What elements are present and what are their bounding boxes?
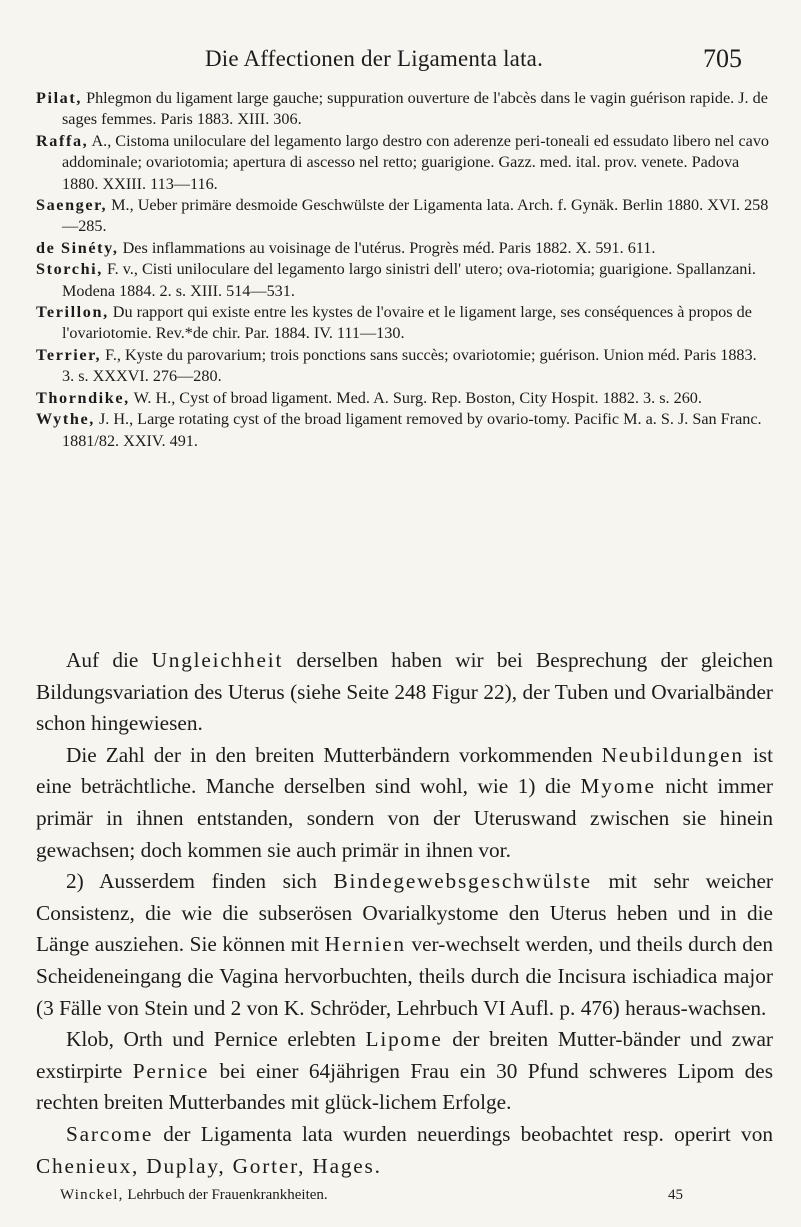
- text-run: ist eine beträchtliche. Manche derselben sind wohl, wie 1) die: [36, 742, 773, 799]
- text-run: mit sehr weicher Consistenz, die wie die subserösen Ovarialkystome den Uterus heben und in die Länge ausziehen. Sie können mit: [36, 869, 774, 957]
- text-run: Auf die: [66, 648, 152, 672]
- reference-author: Raffa,: [36, 131, 89, 150]
- text-run: Klob, Orth und Pernice erlebten: [66, 1027, 366, 1052]
- header-title: Die Affectionen der Ligamenta lata.: [205, 46, 544, 71]
- reference-entry: [36, 195, 771, 238]
- reference-author: de Sinéty,: [36, 238, 119, 257]
- paragraph-neoplasms: [36, 740, 773, 866]
- spaced-term: Ungleichheit: [151, 648, 284, 672]
- reference-entry: [36, 388, 771, 409]
- sheet-signature: 45: [668, 1187, 683, 1203]
- reference-author: Wythe,: [36, 410, 95, 429]
- spaced-term: Myome: [580, 774, 656, 799]
- paragraph-sarcomas: [36, 1119, 773, 1182]
- reference-author: Terrier,: [36, 345, 102, 364]
- reference-text: M., Ueber primäre desmoide Geschwülste der Ligamenta lata. Arch. f. Gynäk. Berlin 1880. XVI. 258—285.: [62, 196, 769, 236]
- page-footer: [60, 1187, 770, 1209]
- paragraph-connective-tissue: [36, 866, 773, 1024]
- reference-author: Terillon,: [36, 303, 109, 322]
- text-run: der breiten Mutter-bänder und zwar exstirpirte: [36, 1027, 773, 1083]
- reference-entry: [36, 409, 771, 452]
- spaced-term: Pernice: [132, 1058, 210, 1083]
- text-run: bei einer 64jährigen Frau ein 30 Pfund schweres Lipom des rechten breiten Mutterbandes mit glück-lichem Erfolge.: [36, 1058, 773, 1115]
- reference-author: Pilat,: [36, 89, 83, 107]
- paragraph-inequality: [36, 645, 773, 740]
- spaced-term: Lipome: [365, 1027, 443, 1052]
- running-header: [0, 40, 801, 80]
- paragraph-lipomas: [36, 1024, 773, 1119]
- reference-entry: [36, 259, 771, 302]
- reference-entry: [36, 131, 771, 195]
- footer-citation: [60, 1187, 328, 1204]
- reference-entry: [36, 345, 771, 388]
- text-run: Die Zahl der in den breiten Mutterbändern vorkommenden: [66, 742, 602, 767]
- reference-text: A., Cistoma uniloculare del legamento largo destro con aderenze peri-toneali ed essudato libero nel cavo addominale; ovariotomia; apertura di ascesso nel retto; guarigione. Gazz. med. ital. prov. venete. Padova 1880. XXIII. 113—116.: [62, 131, 770, 193]
- reference-author: Thorndike,: [36, 388, 130, 407]
- text-run: ver-wechselt werden, und theils durch den Scheideneingang die Vagina hervorbuchten, theils durch die Incisura ischiadica major (3 Fälle von Stein und 2 von K. Schröder, Lehrbuch VI Aufl. p. 476) heraus-wachsen.: [36, 932, 773, 1020]
- spaced-term: Sarcome: [66, 1121, 154, 1146]
- text-run: 2) Ausserdem finden sich: [66, 869, 334, 894]
- reference-text: W. H., Cyst of broad ligament. Med. A. Surg. Rep. Boston, City Hospit. 1882. 3. s. 260.: [129, 388, 702, 407]
- spaced-term: Hernien: [324, 932, 406, 957]
- reference-text: Des inflammations au voisinage de l'utérus. Progrès méd. Paris 1882. X. 591. 611.: [118, 238, 656, 257]
- page-number: 705: [703, 44, 742, 73]
- reference-text: J. H., Large rotating cyst of the broad ligament removed by ovario-tomy. Pacific M. a. S. J. San Franc. 1881/82. XXIV. 491.: [62, 410, 762, 450]
- reference-text: Du rapport qui existe entre les kystes de l'ovaire et le ligament large, ses conséquences à propos de l'ovariotomie. Rev.*de chir. Par. 1884. IV. 111—130.: [62, 303, 752, 343]
- spaced-term: Chenieux, Duplay, Gorter, Hages.: [36, 1153, 382, 1178]
- reference-text: Phlegmon du ligament large gauche; suppuration ouverture de l'abcès dans le vagin guérison rapide. J. de sages femmes. Paris 1883. XIII. 306.: [62, 89, 768, 129]
- reference-entry: [36, 88, 771, 131]
- reference-entry: [36, 302, 771, 345]
- reference-list: [36, 88, 771, 452]
- text-run: nicht immer primär in ihnen entstanden, sondern von der Uteruswand zwischen sie hinein gewachsen; doch kommen sie auch primär in ihnen vor.: [36, 774, 773, 862]
- reference-entry: [36, 238, 771, 259]
- text-run: derselben haben wir bei Besprechung der gleichen Bildungsvariation des Uterus (siehe Seite 248 Figur 22), der Tuben und Ovarialbänder schon hingewiesen.: [36, 648, 773, 736]
- text-run: der Ligamenta lata wurden neuerdings beobachtet resp. operirt von: [153, 1121, 773, 1146]
- reference-author: Saenger,: [36, 196, 108, 215]
- reference-text: F. v., Cisti uniloculare del legamento largo sinistri dell' utero; ova-riotomia; guarigione. Spallanzani. Modena 1884. 2. s. XIII. 514—531.: [62, 260, 756, 300]
- spaced-term: Neubildungen: [601, 742, 744, 767]
- reference-text: F., Kyste du parovarium; trois ponctions sans succès; ovariotomie; guérison. Union méd. Paris 1883. 3. s. XXXVI. 276—280.: [62, 345, 757, 386]
- body-text: [36, 645, 773, 1182]
- footer-book: Lehrbuch der Frauenkrankheiten.: [123, 1187, 328, 1203]
- reference-author: Storchi,: [36, 260, 103, 279]
- footer-author: Winckel,: [60, 1187, 124, 1203]
- spaced-term: Bindegewebsgeschwülste: [333, 869, 592, 894]
